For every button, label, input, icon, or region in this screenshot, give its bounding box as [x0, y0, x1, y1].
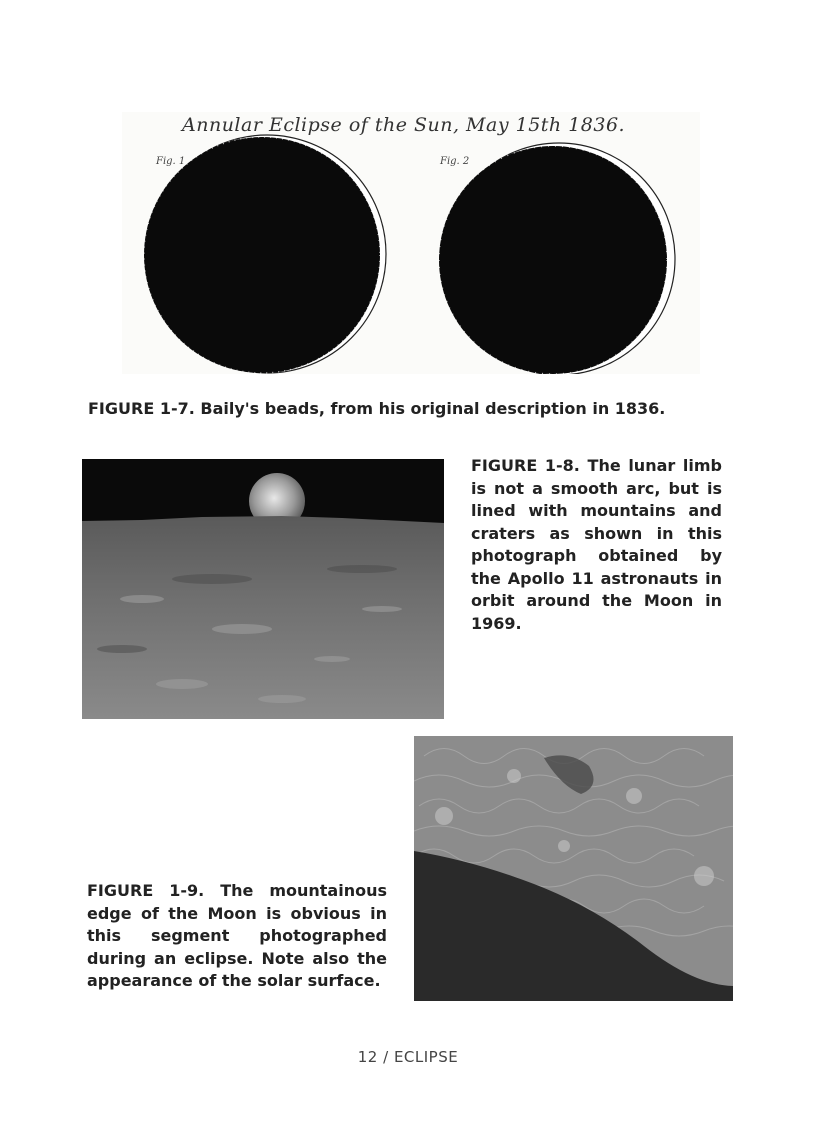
figure-1-9-photo	[414, 736, 733, 1001]
figure-number: FIGURE 1-9.	[87, 881, 205, 900]
panel-label-1: Fig. 1	[156, 156, 186, 167]
figure-number: FIGURE 1-8.	[471, 456, 580, 475]
eclipse-limb-photo	[414, 736, 733, 1001]
page-folio: 12 / ECLIPSE	[357, 1048, 459, 1066]
figure-1-8-caption	[471, 455, 722, 635]
annular-eclipse-drawing	[122, 112, 700, 374]
caption-text: Baily's beads, from his original description in 1836.	[200, 399, 666, 418]
lunar-surface	[82, 516, 444, 719]
figure-1-7-engraving	[122, 112, 700, 374]
moon-disc-right	[439, 146, 667, 374]
figure-1-8-photo	[82, 459, 444, 719]
figure-number: FIGURE 1-7.	[88, 399, 195, 418]
panel-label-2: Fig. 2	[440, 156, 470, 167]
caption-text: The mountainous edge of the Moon is obvious in this segment photographed during an eclipse. Note also the appearance of the solar surface.	[87, 881, 388, 990]
lunar-limb-photo	[82, 459, 444, 719]
figure-1-7-caption	[88, 398, 708, 421]
engraving-title: Annular Eclipse of the Sun, May 15th 1836.	[182, 114, 626, 136]
moon-disc-left	[144, 137, 380, 373]
figure-1-9-caption	[87, 880, 387, 993]
caption-text: The lunar limb is not a smooth arc, but is lined with mountains and craters as shown in this photograph obtained by the Apollo 11 astronauts in orbit around the Moon in 1969.	[471, 456, 723, 633]
